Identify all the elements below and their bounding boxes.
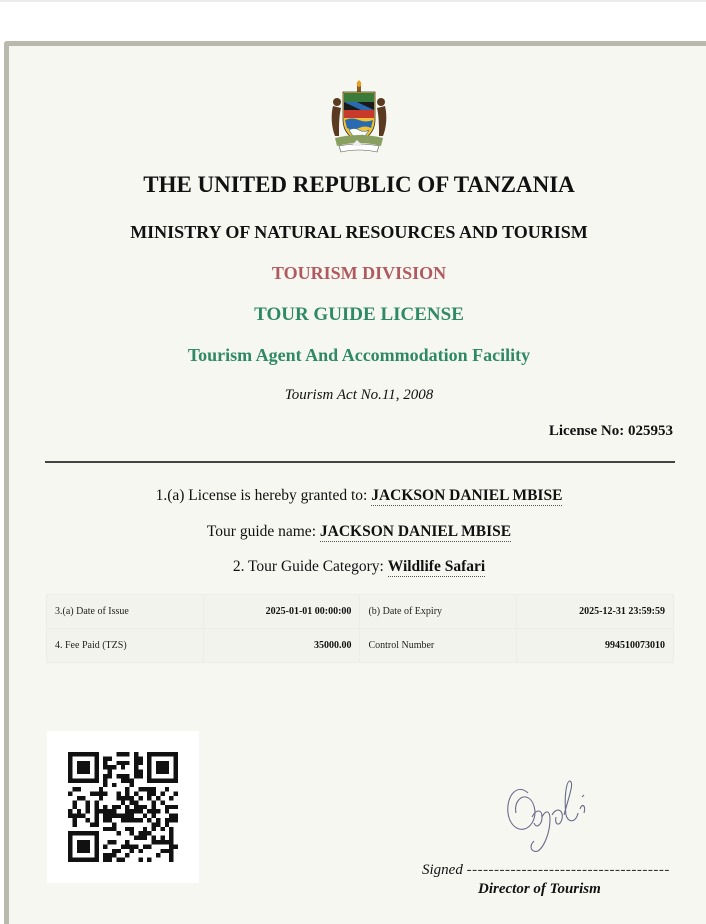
division-title: TOURISM DIVISION [271, 263, 447, 283]
fee-value: 35000.00 [203, 629, 360, 663]
license-title: TOUR GUIDE LICENSE [254, 304, 464, 325]
guide-name-value: JACKSON DANIEL MBISE [319, 523, 512, 540]
signature-rule: ------------------------------------- [466, 862, 670, 878]
control-number-value: 994510073010 [517, 629, 674, 663]
guide-name-label: Tour guide name: [206, 523, 316, 540]
qr-code-panel [47, 731, 199, 883]
signed-line [422, 862, 670, 879]
table-row [47, 595, 674, 629]
license-number-label: License No: [548, 423, 625, 439]
grantee-name: JACKSON DANIEL MBISE [371, 487, 563, 504]
license-number-value: 025953 [628, 423, 673, 439]
qr-code-icon [68, 752, 178, 862]
country-title: THE UNITED REPUBLIC OF TANZANIA [143, 172, 575, 197]
signed-label: Signed [422, 862, 463, 878]
guide-name-line [8, 523, 706, 541]
table-row [47, 629, 674, 663]
signatory-title: Director of Tourism [478, 881, 601, 897]
coat-of-arms-icon [325, 80, 393, 154]
category-value: Wildlife Safari [387, 558, 486, 575]
grant-label: 1.(a) License is hereby granted to: [155, 487, 368, 504]
license-number [549, 423, 673, 440]
category-line [8, 558, 706, 576]
expiry-date-label: (b) Date of Expiry [360, 595, 517, 629]
license-type: Tourism Agent And Accommodation Facility [187, 345, 531, 365]
fee-label: 4. Fee Paid (TZS) [47, 629, 204, 663]
act-reference: Tourism Act No.11, 2008 [284, 387, 434, 403]
expiry-date-value: 2025-12-31 23:59:59 [517, 595, 674, 629]
issue-date-value: 2025-01-01 00:00:00 [203, 595, 360, 629]
top-border-strip [0, 0, 706, 2]
license-details-table [46, 594, 674, 663]
section-divider [45, 461, 675, 463]
signature-image [498, 763, 590, 859]
grant-line [8, 487, 706, 505]
ministry-title: MINISTRY OF NATURAL RESOURCES AND TOURISM [130, 222, 588, 242]
control-number-label: Control Number [360, 629, 517, 663]
category-label: 2. Tour Guide Category: [232, 558, 384, 575]
issue-date-label: 3.(a) Date of Issue [47, 595, 204, 629]
